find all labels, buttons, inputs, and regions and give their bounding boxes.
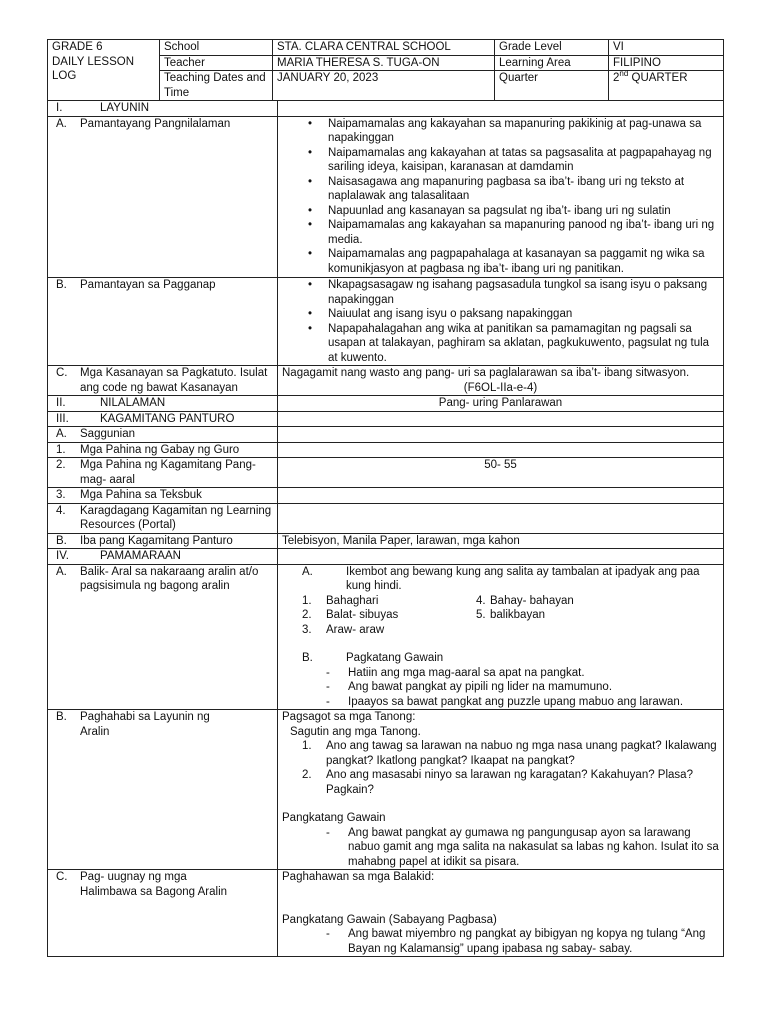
row-pamantayang-pangnilalaman: [48, 116, 724, 278]
row-label: Pag- uugnay ng mga Halimbawa sa Bagong Aralin: [80, 871, 228, 898]
list-item: 3. Araw- araw: [302, 623, 385, 636]
row-kasanayan: [48, 366, 724, 396]
competency-code: (F6OL-IIa-e-4): [463, 381, 538, 394]
row-label: Mga Pahina sa Teksbuk: [80, 489, 202, 501]
row-label: Mga Pahina ng Kagamitang Pang- mag- aaral: [80, 459, 256, 486]
group-title: Pangkatang Gawain: [282, 812, 386, 824]
list-item: • Napuunlad ang kasanayan sa pagsulat ng iba’t- ibang uri ng sulatin: [282, 204, 719, 219]
row-label: PAMAMARAAN: [100, 550, 181, 562]
row-number: A.: [56, 565, 67, 578]
group-title: Pangkatang Gawain (Sabayang Pagbasa): [282, 913, 497, 926]
lesson-table: [47, 100, 724, 957]
log-title: [48, 40, 160, 101]
row-karagdagang-kagamitan: [48, 503, 724, 533]
materials-value: Telebisyon, Manila Paper, larawan, mga kahon: [278, 533, 724, 549]
list-item: • Naisasagawa ang mapanuring pagbasa sa iba’t- ibang uri ng teksto at naplalawak ang talasalitaan: [282, 175, 719, 204]
list-item: 1. Ano ang tawag sa larawan na nabuo ng mga nasa unang pagkat? Ikalawang pangkat? Ikatlong pangkat? Ikaapat na pangkat?: [302, 740, 717, 767]
group-activity-list: [282, 826, 719, 870]
quarter-value: 2nd QUARTER: [609, 71, 724, 101]
row-balik-aral: [48, 564, 724, 710]
section-instruction: Sagutin ang mga Tanong.: [290, 725, 421, 738]
row-number: 1.: [56, 443, 66, 456]
row-number: 2.: [56, 459, 66, 471]
list-item: - Hatiin ang mga mag-aaral sa apat na pangkat.: [326, 666, 585, 679]
row-number: II.: [56, 397, 66, 409]
part-text: Pagkatang Gawain: [346, 652, 444, 664]
list-item: • Nkapagsasagaw ng isahang pagsasadula tungkol sa isang isyu o paksang napakinggan: [282, 278, 719, 307]
row-label: Karagdagang Kagamitan ng Learning Resources (Portal): [80, 504, 272, 531]
teaching-dates-value: JANUARY 20, 2023: [273, 71, 495, 101]
word-list: [282, 594, 719, 638]
row-number: C.: [56, 367, 68, 379]
row-label: Pamantayan sa Pagganap: [80, 279, 216, 291]
daily-lesson-log: [47, 39, 723, 957]
row-paghahabi: [48, 710, 724, 870]
list-item: - Ang bawat pangkat ay pipili ng lider na mamumuno.: [326, 681, 613, 693]
row-pamamaraan: [48, 549, 724, 565]
row-teksbuk: [48, 488, 724, 504]
teacher-label: Teacher: [160, 55, 273, 71]
list-item: - Ang bawat miyembro ng pangkat ay bibigyan ng kopya ng tulang “Ang Bayan ng Kalamansig” upang ipabasa ng sabay- sabay.: [326, 928, 706, 955]
row-number: B.: [56, 534, 67, 547]
group-activity-list: [282, 666, 719, 710]
row-number: B.: [56, 711, 67, 723]
row-gabay-ng-guro: [48, 442, 724, 458]
row-pag-uugnay: [48, 870, 724, 957]
part-letter: B.: [302, 652, 313, 664]
learning-area-label: Learning Area: [495, 55, 609, 71]
row-number: B.: [56, 279, 67, 291]
list-item: • Naipamamalas ang kakayahan at tatas sa pagsasalita at pagpapahayag ng sariling ideya, kaisipan, karanasan at damdamin: [282, 146, 719, 175]
row-label: Mga Pahina ng Gabay ng Guro: [80, 443, 240, 456]
row-kagamitang-panturo: [48, 411, 724, 427]
page-range-value: 50- 55: [278, 458, 724, 488]
teacher-value: MARIA THERESA S. TUGA-ON: [273, 55, 495, 71]
list-item: - Ang bawat pangkat ay gumawa ng pangungusap ayon sa larawang nabuo gamit ang mga salita na nakasulat sa labas ng kahon. Isulat ito sa mahabng papel at idikit sa pisara.: [326, 826, 719, 868]
row-number: IV.: [56, 550, 70, 562]
list-item: 2. Balat- sibuyas 5. balikbayan: [302, 609, 545, 621]
row-number: I.: [56, 102, 63, 114]
row-label: Saggunian: [80, 428, 135, 440]
list-item: - Ipaayos sa bawat pangkat ang puzzle upang mabuo ang larawan.: [326, 695, 684, 708]
header-table: [47, 39, 724, 101]
list-item: • Napapahalagahan ang wika at panitikan sa pamamagitan ng pagsali sa usapan at talakayan, paghiram sa aklatan, pagkukuwento, pagsulat ng tula at kuwento.: [282, 322, 719, 366]
grade-level-label: Grade Level: [495, 40, 609, 56]
learning-area-value: FILIPINO: [609, 55, 724, 71]
row-label: Balik- Aral sa nakaraang aralin at/o pagsisimula ng bagong aralin: [80, 565, 259, 592]
row-iba-pang-kagamitan: [48, 533, 724, 549]
row-label: Mga Kasanayan sa Pagkatuto. Isulat ang code ng bawat Kasanayan: [80, 367, 268, 394]
part-text: Ikembot ang bewang kung ang salita ay tambalan at ipadyak ang paa kung hindi.: [346, 565, 700, 592]
section-intro: Pagsagot sa mga Tanong:: [282, 711, 416, 723]
content-standards-list: [282, 117, 719, 277]
row-sanggunian: [48, 427, 724, 443]
list-item: • Naipamamalas ang pagpapahalaga at kasanayan sa paggamit ng wika sa komunikjasyon at pagbasa ng iba’t- ibang uri ng panitikan.: [282, 247, 719, 276]
grade-level-value: VI: [609, 40, 724, 56]
row-nilalaman: [48, 396, 724, 412]
question-list: [282, 739, 719, 797]
list-item: • Naipamamalas ang kakayahan sa mapanuring panood ng iba’t- ibang uri ng media.: [282, 218, 719, 247]
row-kagamitang-mag-aaral: [48, 458, 724, 488]
school-label: School: [160, 40, 273, 56]
row-label: LAYUNIN: [100, 102, 149, 114]
row-number: A.: [56, 117, 67, 130]
row-label: Pamantayang Pangnilalaman: [80, 117, 231, 130]
list-item: • Naiuulat ang isang isyu o paksang napakinggan: [282, 307, 719, 322]
nilalaman-value: Pang- uring Panlarawan: [278, 396, 724, 412]
row-label: Iba pang Kagamitang Panturo: [80, 534, 233, 547]
list-item: • Naipamamalas ang kakayahan sa mapanuring pakikinig at pag-unawa sa napakinggan: [282, 117, 719, 146]
list-item: 1. Bahaghari 4. Bahay- bahayan: [302, 594, 574, 607]
row-number: 3.: [56, 489, 66, 501]
row-number: C.: [56, 871, 68, 883]
list-item: 2. Ano ang masasabi ninyo sa larawan ng karagatan? Kakahuyan? Plasa? Pagkain?: [302, 769, 693, 796]
log-title-line: LOG: [52, 70, 77, 82]
row-layunin: [48, 101, 724, 117]
log-title-line: DAILY LESSON: [52, 55, 135, 68]
competency-text: Nagagamit nang wasto ang pang- uri sa paglalarawan sa iba’t- ibang sitwasyon.: [282, 367, 690, 379]
row-number: III.: [56, 412, 69, 425]
performance-standards-list: [282, 278, 719, 365]
part-letter: A.: [302, 565, 313, 578]
row-pamantayan-sa-pagganap: [48, 278, 724, 366]
row-number: 4.: [56, 504, 66, 517]
log-title-line: GRADE 6: [52, 41, 103, 53]
row-number: A.: [56, 428, 67, 440]
group-activity-list: [282, 927, 719, 956]
teaching-dates-label: Teaching Dates and Time: [160, 71, 273, 101]
quarter-label: Quarter: [495, 71, 609, 101]
row-label: NILALAMAN: [100, 397, 166, 409]
row-label: Paghahabi sa Layunin ng Aralin: [80, 711, 210, 738]
school-value: STA. CLARA CENTRAL SCHOOL: [273, 40, 495, 56]
row-label: KAGAMITANG PANTURO: [100, 412, 235, 425]
section-intro: Paghahawan sa mga Balakid:: [282, 871, 435, 883]
